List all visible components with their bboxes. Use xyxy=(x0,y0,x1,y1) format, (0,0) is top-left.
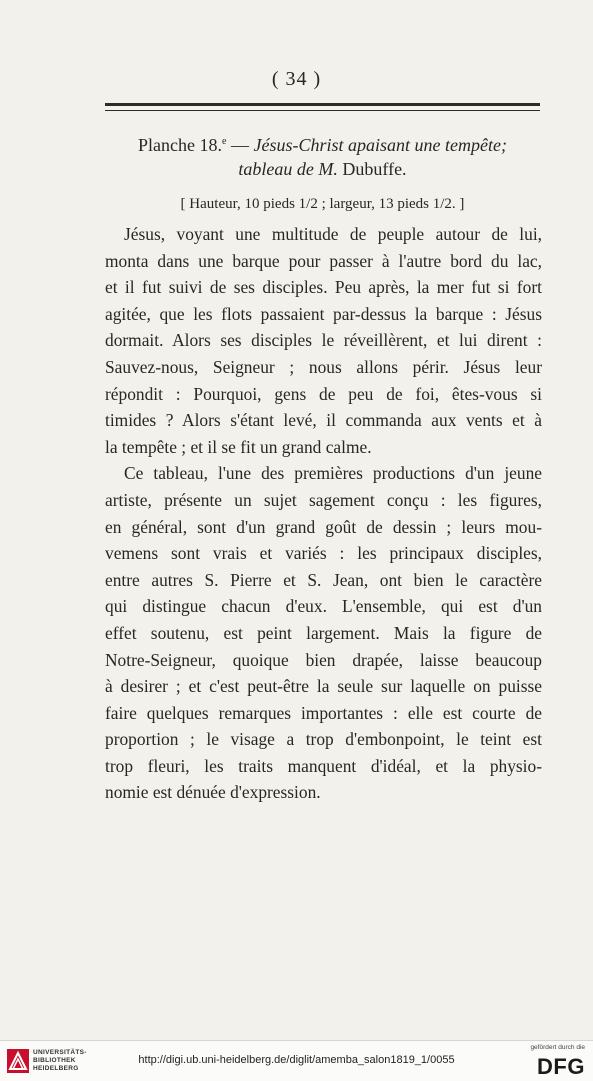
text-line: Notre-Seigneur, quoique bien drapée, laisse beaucoup xyxy=(105,649,542,670)
text-line: agitée, que les flots passaient par-dessus la barque : Jésus xyxy=(105,303,542,324)
text-line: trop fleuri, les traits manquent d'idéal, et la physio- xyxy=(105,755,542,776)
header-rule-thin xyxy=(105,110,540,111)
text-line: Sauvez-nous, Seigneur ; nous allons périr. Jésus leur xyxy=(105,356,542,377)
text-line: répondit : Pourquoi, gens de peu de foi, êtes-vous si xyxy=(105,383,542,404)
dfg-logo: DFG xyxy=(537,1054,585,1079)
body-text xyxy=(105,221,542,806)
funding-note: gefördert durch die xyxy=(530,1044,585,1051)
tableau-prefix: tableau de M. xyxy=(238,159,338,179)
text-line: effet soutenu, est peint largement. Mais la figure de xyxy=(105,622,542,643)
text-line: dormait. Alors ses disciples le réveillèrent, et lui dirent : xyxy=(105,330,542,351)
text-line: entre autres S. Pierre et S. Jean, ont bien le caractère xyxy=(105,569,542,590)
text-line: monta dans une barque pour passer à l'autre bord du lac, xyxy=(105,250,542,271)
plate-ordinal: e xyxy=(222,136,227,147)
library-name-line-2: BIBLIOTHEK xyxy=(33,1057,76,1064)
text-line: timides ? Alors s'étant levé, il commanda aux vents et à xyxy=(105,410,542,431)
text-line: la tempête ; et il se fit un grand calme. xyxy=(105,436,372,457)
page-number: ( 34 ) xyxy=(271,68,322,90)
heading-line-1 xyxy=(105,130,540,157)
text-line: artiste, présente un sujet sagement conçu : les figures, xyxy=(105,489,542,510)
text-line: vemens sont vrais et variés : les principaux disciples, xyxy=(105,543,542,564)
text-line: faire quelques remarques importantes : elle est courte de xyxy=(105,702,542,723)
text-line: en général, sont d'un grand goût de dessin ; leurs mou- xyxy=(105,516,542,537)
plate-heading xyxy=(105,130,540,181)
text-line: Ce tableau, l'une des premières productions d'un jeune xyxy=(124,463,542,484)
artist-name: Dubuffe. xyxy=(337,159,407,179)
permalink-url[interactable]: http://digi.ub.uni-heidelberg.de/diglit/amemba_salon1819_1/0055 xyxy=(138,1054,455,1066)
viewer-footer xyxy=(0,1040,593,1081)
library-name-line-1: UNIVERSITÄTS- xyxy=(33,1049,87,1056)
painting-dimensions: [ Hauteur, 10 pieds 1/2 ; largeur, 13 pieds 1/2. ] xyxy=(180,196,465,212)
library-name-line-3: HEIDELBERG xyxy=(33,1065,79,1072)
painting-title: Jésus-Christ apaisant une tempête; xyxy=(253,135,507,155)
heading-line-2 xyxy=(105,157,540,181)
plate-label: Planche 18. xyxy=(138,135,223,155)
text-line: à desirer ; et c'est peut-être la seule sur laquelle on puisse xyxy=(105,676,542,697)
text-line: proportion ; le visage a trop d'embonpoint, le teint est xyxy=(105,729,542,750)
text-line: et il fut suivi de ses disciples. Peu après, la mer fut si fort xyxy=(105,277,542,298)
heading-dash: — xyxy=(226,135,254,155)
text-line: nomie est dénuée d'expression. xyxy=(105,782,321,803)
text-line: Jésus, voyant une multitude de peuple autour de lui, xyxy=(124,224,542,244)
text-line: qui distingue chacun d'eux. L'ensemble, qui est d'un xyxy=(105,596,542,617)
header-rule-thick xyxy=(105,103,540,106)
